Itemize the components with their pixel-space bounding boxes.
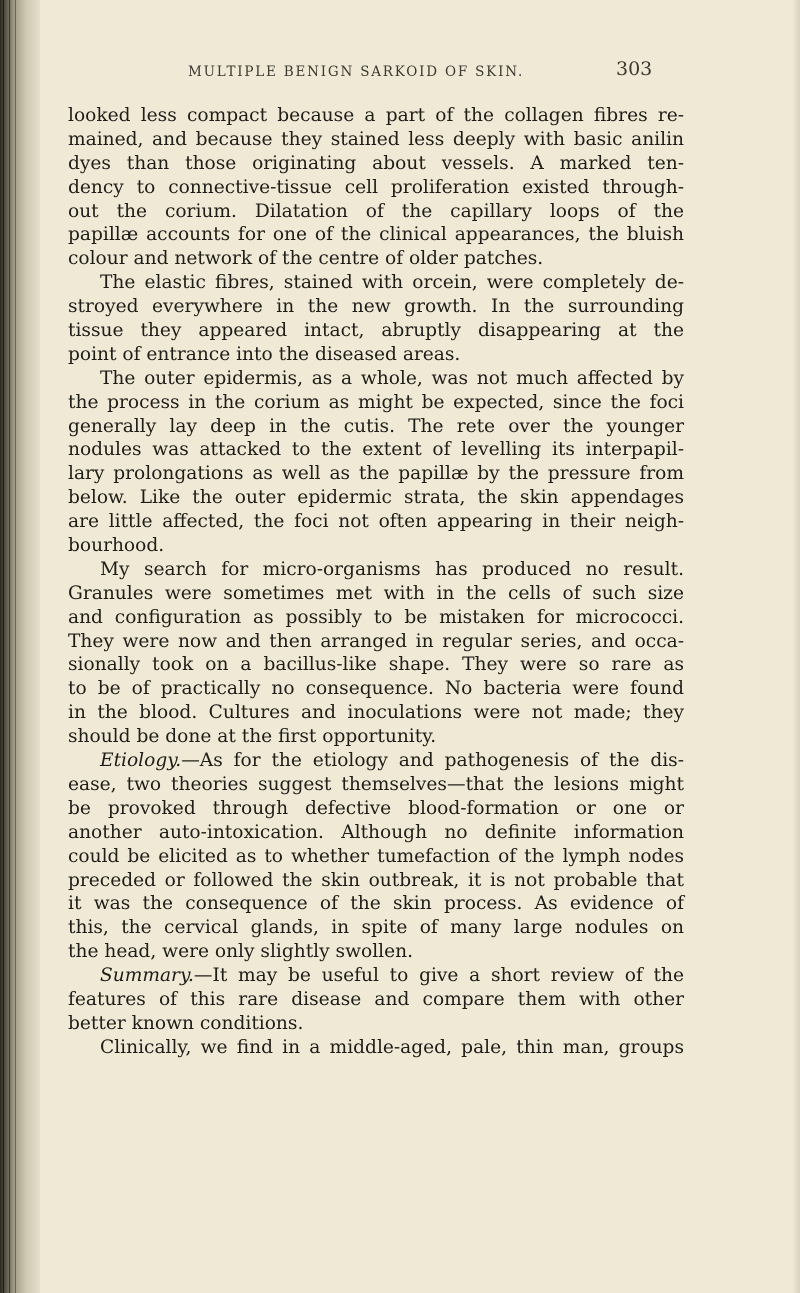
- section-heading-line: Etiology.—As for the etiology and pathogenesis of the dis-: [100, 750, 684, 772]
- gutter-shadow-line: [15, 0, 16, 1293]
- text-line: dency to connective-tissue cell proliferation existed through-: [68, 176, 684, 198]
- text-line: could be elicited as to whether tumefaction of the lymph nodes: [68, 845, 684, 867]
- text-line: nodules was attacked to the extent of levelling its interpapil-: [68, 439, 684, 461]
- gutter-shadow-line: [9, 0, 10, 1293]
- text-line: features of this rare disease and compare them with other: [68, 988, 684, 1010]
- text-line: out the corium. Dilatation of the capillary loops of the: [68, 200, 684, 222]
- text-line: preceded or followed the skin outbreak, it is not probable that: [68, 869, 684, 891]
- text-line: this, the cervical glands, in spite of many large nodules on: [68, 917, 684, 939]
- paragraph-first-line: The outer epidermis, as a whole, was not much affected by: [100, 367, 684, 389]
- text-line: ease, two theories suggest themselves—that the lesions might: [68, 773, 684, 795]
- gutter-shadow-line: [3, 0, 4, 1293]
- section-heading-line: Summary.—It may be useful to give a short review of the: [100, 965, 684, 987]
- text-line: are little affected, the foci not often appearing in their neigh-: [68, 511, 684, 533]
- text-line: it was the consequence of the skin process. As evidence of: [68, 893, 684, 915]
- paragraph-first-line: The elastic fibres, stained with orcein, were completely de-: [100, 272, 684, 294]
- text-line: stroyed everywhere in the new growth. In the surrounding: [68, 296, 684, 318]
- text-line: tissue they appeared intact, abruptly disappearing at the: [68, 320, 684, 342]
- paragraph-first-line: My search for micro-organisms has produced no result.: [100, 558, 684, 580]
- text-line: looked less compact because a part of the collagen fibres re-: [68, 105, 684, 126]
- text-line: be provoked through defective blood-formation or one or: [68, 797, 684, 819]
- text-line: point of entrance into the diseased areas.: [68, 343, 461, 365]
- text-line: colour and network of the centre of older patches.: [68, 248, 544, 270]
- text-line: generally lay deep in the cutis. The rete over the younger: [68, 415, 684, 437]
- text-line: the process in the corium as might be expected, since the foci: [68, 391, 684, 413]
- binding-gutter: [0, 0, 40, 1293]
- text-line: papillæ accounts for one of the clinical appearances, the bluish: [68, 224, 684, 246]
- text-line: should be done at the first opportunity.: [68, 726, 437, 748]
- running-head: MULTIPLE BENIGN SARKOID OF SKIN.: [188, 64, 525, 80]
- section-heading-summary: Summary.: [100, 965, 194, 987]
- paragraph-first-line: Clinically, we find in a middle-aged, pale, thin man, groups: [100, 1036, 684, 1058]
- text-line: lary prolongations as well as the papillæ by the pressure from: [68, 463, 684, 485]
- page-header: [0, 58, 800, 88]
- page-edge: [792, 0, 800, 1293]
- section-heading-etiology: Etiology.: [100, 750, 182, 772]
- text-line: better known conditions.: [68, 1012, 304, 1034]
- text-line: mained, and because they stained less deeply with basic anilin: [68, 128, 684, 150]
- text-line: Granules were sometimes met with in the cells of such size: [68, 582, 684, 604]
- text-line: to be of practically no consequence. No bacteria were found: [68, 678, 684, 700]
- text-line: dyes than those originating about vessels. A marked ten-: [68, 152, 684, 174]
- text-line: They were now and then arranged in regular series, and occa-: [68, 630, 684, 652]
- page-number: 303: [616, 58, 653, 80]
- text-line: below. Like the outer epidermic strata, the skin appendages: [68, 487, 684, 509]
- text-line: sionally took on a bacillus-like shape. They were so rare as: [68, 654, 684, 676]
- text-line: the head, were only slightly swollen.: [68, 941, 413, 963]
- text-line: bourhood.: [68, 535, 165, 557]
- text-line: in the blood. Cultures and inoculations were not made; they: [68, 702, 684, 724]
- text-line: another auto-intoxication. Although no definite information: [68, 821, 684, 843]
- text-line: and configuration as possibly to be mistaken for micrococci.: [68, 606, 684, 628]
- body-text: [68, 104, 684, 1060]
